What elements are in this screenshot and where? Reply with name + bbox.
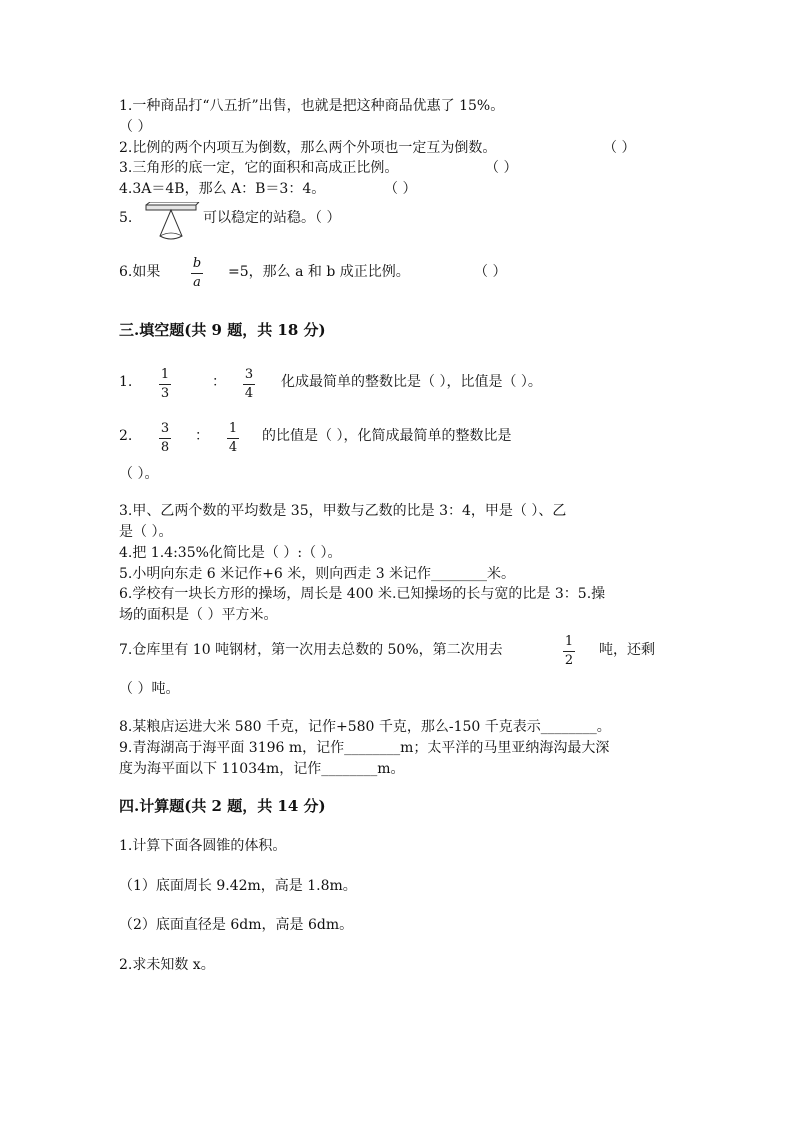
fill-q7-lead: 7.仓库里有 10 吨钢材，第一次用去总数的 50%，第二次用去 xyxy=(119,642,503,658)
fill-q6-line1: 6.学校有一块长方形的操场，周长是 400 米.已知操场的长与宽的比是 3：5.操 xyxy=(119,586,606,602)
fill-q8: 8.某粮店运进大米 580 千克，记作+580 千克，那么-150 千克表示________。 xyxy=(119,719,611,735)
fill-q7-text: 吨，还剩 xyxy=(599,642,655,658)
fraction-1-3: 1 3 xyxy=(160,367,170,401)
judge-q1: 1.一种商品打“八五折”出售，也就是把这种商品优惠了 15%。 xyxy=(119,98,505,114)
fill-q3-line1: 3.甲、乙两个数的平均数是 35，甲数与乙数的比是 3：4，甲是（ ）、乙 xyxy=(119,503,567,519)
judge-q2: 2.比例的两个内项互为倒数，那么两个外项也一定互为倒数。 xyxy=(119,140,497,156)
calc-q1-part2: （2）底面直径是 6dm，高是 6dm。 xyxy=(119,917,354,933)
judge-q4-paren: （ ） xyxy=(384,181,417,197)
fill-q1-number: 1. xyxy=(119,374,133,390)
judge-q5-text: 可以稳定的站稳。（ ） xyxy=(203,210,341,226)
fill-q7-continuation: （ ）吨。 xyxy=(119,681,180,697)
section-heading-calc: 四.计算题(共 2 题，共 14 分) xyxy=(119,797,326,815)
fill-q6-line2: 场的面积是（ ）平方米。 xyxy=(119,607,278,623)
balance-on-cone-figure xyxy=(144,202,200,244)
judge-q1-paren: （ ） xyxy=(119,119,152,135)
fill-q1-text: 化成最简单的整数比是（ ），比值是（ ）。 xyxy=(281,374,542,390)
fraction-b-over-a: b a xyxy=(192,256,202,290)
fill-q9-line1: 9.青海湖高于海平面 3196 m，记作________m；太平洋的马里亚纳海沟最大深 xyxy=(119,740,610,756)
judge-q4: 4.3A＝4B，那么 A：B＝3：4。 xyxy=(119,181,326,197)
calc-q2: 2.求未知数 x。 xyxy=(119,957,215,973)
calc-q1: 1.计算下面各圆锥的体积。 xyxy=(119,838,287,854)
judge-q5-number: 5. xyxy=(119,210,133,226)
judge-q6-text: =5，那么 a 和 b 成正比例。 xyxy=(228,264,410,280)
fill-q5: 5.小明向东走 6 米记作+6 米，则向西走 3 米记作________米。 xyxy=(119,566,516,582)
section-heading-fill: 三.填空题(共 9 题，共 18 分) xyxy=(119,321,326,339)
fill-q4: 4.把 1.4:35%化简比是（ ）:（ ）。 xyxy=(119,545,342,561)
fill-q3-line2: 是（ ）。 xyxy=(119,524,173,540)
fraction-1-2: 1 2 xyxy=(564,634,574,668)
judge-q3-paren: （ ） xyxy=(485,160,518,176)
fraction-3-4: 3 4 xyxy=(244,367,254,401)
fill-q9-line2: 度为海平面以下 11034m，记作________m。 xyxy=(119,761,405,777)
fraction-3-8: 3 8 xyxy=(160,421,170,455)
judge-q6-lead: 6.如果 xyxy=(119,264,161,280)
judge-q2-paren: （ ） xyxy=(603,140,636,156)
ratio-colon: ： xyxy=(212,374,226,390)
fill-q2-text: 的比值是（ ），化简成最简单的整数比是 xyxy=(262,428,512,444)
fill-q2-number: 2. xyxy=(119,428,133,444)
fraction-1-4: 1 4 xyxy=(228,421,238,455)
calc-q1-part1: （1）底面周长 9.42m，高是 1.8m。 xyxy=(119,878,357,894)
ratio-colon: ： xyxy=(195,428,209,444)
judge-q6-paren: （ ） xyxy=(474,264,507,280)
fill-q2-continuation: （ ）。 xyxy=(119,466,159,482)
judge-q3: 3.三角形的底一定，它的面积和高成正比例。 xyxy=(119,160,399,176)
